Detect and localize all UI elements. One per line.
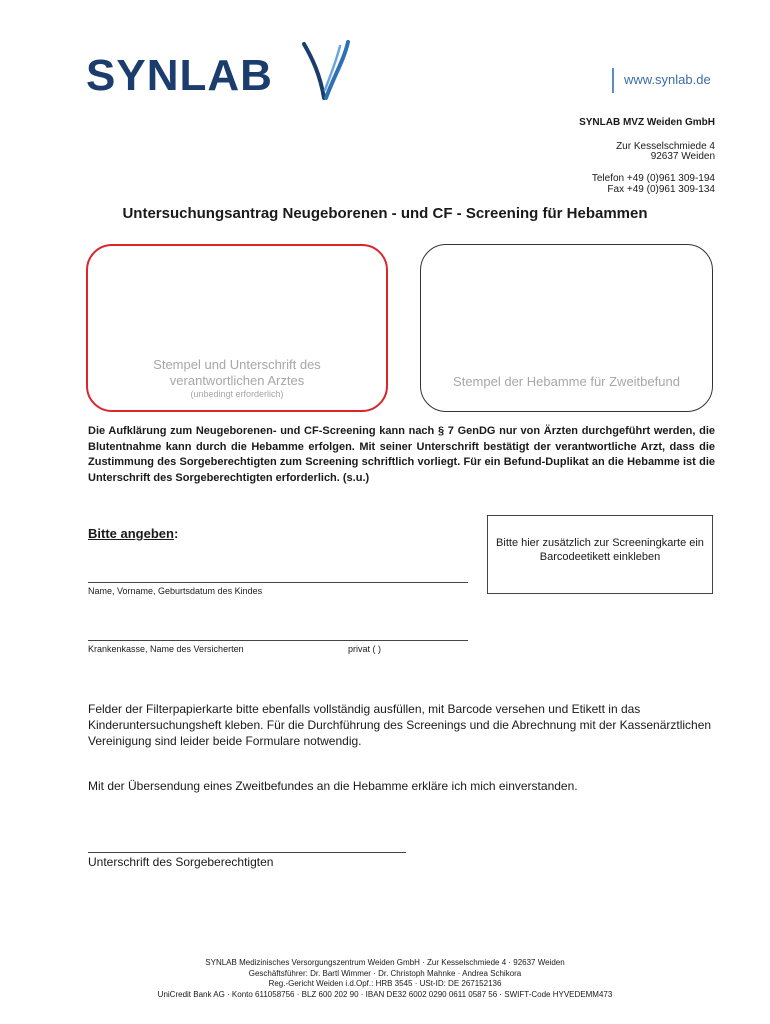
footer <box>0 958 770 1000</box>
company-name: SYNLAB MVZ Weiden GmbH <box>579 117 715 128</box>
footer-line-registry: Reg.-Gericht Weiden i.d.Opf.: HRB 3545 · USt-ID: DE 267152136 <box>268 979 502 988</box>
bitte-angeben-label: Bitte angeben <box>88 526 174 541</box>
doctor-stamp-note: (unbedingt erforderlich) <box>190 389 284 399</box>
bitte-angeben-colon: : <box>173 526 179 541</box>
doctor-stamp-label-2: verantwortlichen Arztes <box>169 373 305 388</box>
website-link[interactable]: www.synlab.de <box>624 72 711 87</box>
consent-info-text: Die Aufklärung zum Neugeborenen- und CF-Screening kann nach § 7 GenDG nur von Ärzten durchgeführt werden, die Blutentnahme kann durch die Hebamme erfolgen. Mit seiner Unterschrift bestätigt der verantwortliche Arzt, dass die Zustimmung des Sorgeberechtigten zum Screening schriftlich vorliegt. Für ein Befund-Duplikat an die Hebamme ist die Unterschrift des Sorgeberechtigten erforderlich. (s.u.) <box>88 425 715 484</box>
guardian-signature-caption: Unterschrift des Sorgeberechtigten <box>88 855 274 869</box>
company-fax: Fax +49 (0)961 309-134 <box>607 184 715 195</box>
company-city: 92637 Weiden <box>650 151 715 162</box>
child-name-field[interactable] <box>88 582 468 583</box>
barcode-sticker-note: Bitte hier zusätzlich zur Screeningkarte ein Barcodeetikett einkleben <box>496 537 704 563</box>
doctor-stamp-label: Stempel und Unterschrift des <box>153 357 321 372</box>
guardian-signature-field[interactable] <box>88 852 406 853</box>
document-title: Untersuchungsantrag Neugeborenen - und CF - Screening für Hebammen <box>122 205 648 222</box>
filter-card-instructions: Felder der Filterpapierkarte bitte ebenfalls vollständig ausfüllen, mit Barcode versehen und Etikett in das Kinderuntersuchungsheft kleben. Für die Durchführung des Screenings und die Abrechnung mit der Kassenärztlichen Vereinigung sind leider beide Formulare notwendig. <box>88 702 712 748</box>
logo-wordmark: SYNLAB <box>86 51 273 100</box>
footer-line-management: Geschäftsführer: Dr. Bartl Wimmer · Dr. Christoph Mahnke · Andrea Schikora <box>248 968 522 978</box>
company-street: Zur Kesselschmiede 4 <box>616 141 715 152</box>
footer-line-company: SYNLAB Medizinisches Versorgungszentrum Weiden GmbH · Zur Kesselschmiede 4 · 92637 Weiden <box>205 958 565 967</box>
synlab-logo <box>86 51 273 100</box>
child-name-caption: Name, Vorname, Geburtsdatum des Kindes <box>88 586 263 596</box>
company-phone: Telefon +49 (0)961 309-194 <box>591 173 715 184</box>
midwife-stamp-label: Stempel der Hebamme für Zweitbefund <box>453 374 680 389</box>
website-divider <box>612 68 614 93</box>
insurance-field[interactable] <box>88 640 468 641</box>
bitte-angeben-heading <box>88 526 178 541</box>
privat-checkbox-label[interactable]: privat ( ) <box>348 644 382 654</box>
consent-statement: Mit der Übersendung eines Zweitbefundes an die Hebamme erkläre ich mich einverstanden. <box>88 779 578 793</box>
footer-line-bank: UniCredit Bank AG · Konto 611058756 · BLZ 600 202 90 · IBAN DE32 6002 0290 0611 0587 56 · SWIFT-Code HYVEDEMM473 <box>157 989 613 999</box>
insurance-caption: Krankenkasse, Name des Versicherten <box>88 644 244 654</box>
synlab-logo-mark-icon <box>300 40 352 100</box>
